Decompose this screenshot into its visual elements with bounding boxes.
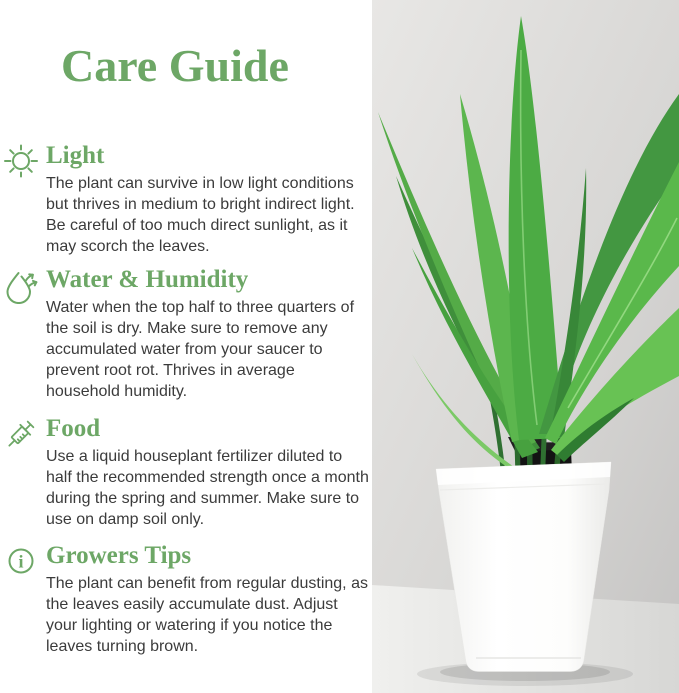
section-growers-tips xyxy=(0,541,372,657)
section-heading-tips: Growers Tips xyxy=(46,542,192,569)
section-water-humidity xyxy=(0,265,372,402)
water-drop-humidity-icon xyxy=(2,266,40,304)
section-heading-food: Food xyxy=(46,415,101,442)
section-body-food: Use a liquid houseplant fertilizer diluted to half the recommended strength once a month during the spring and summer. Make sure to use on damp soil only. xyxy=(46,448,369,528)
section-body-light: The plant can survive in low light conditions but thrives in medium to bright indirect light. Be careful of too much direct sunlight, as it may scorch the leaves. xyxy=(46,175,355,255)
plant-photo xyxy=(372,0,679,693)
white-planter-pot xyxy=(436,462,611,672)
section-heading-light: Light xyxy=(46,142,105,169)
section-heading-water: Water & Humidity xyxy=(46,266,249,293)
section-food xyxy=(0,414,372,530)
svg-text:i: i xyxy=(18,551,24,572)
fertilizer-syringe-icon xyxy=(2,415,40,453)
info-icon xyxy=(2,542,40,580)
potted-plant-illustration xyxy=(372,0,679,693)
section-body-water: Water when the top half to three quarters of the soil is dry. Make sure to remove any accumulated water from your saucer to prevent root rot. Thrives in average household humidity. xyxy=(46,299,355,400)
sun-icon xyxy=(2,142,40,180)
section-body-tips: The plant can benefit from regular dusting, as the leaves easily accumulate dust. Adjust your lighting or watering if you notice the leaves turning brown. xyxy=(46,575,368,655)
section-light xyxy=(0,141,372,257)
page-title: Care Guide xyxy=(61,40,289,91)
